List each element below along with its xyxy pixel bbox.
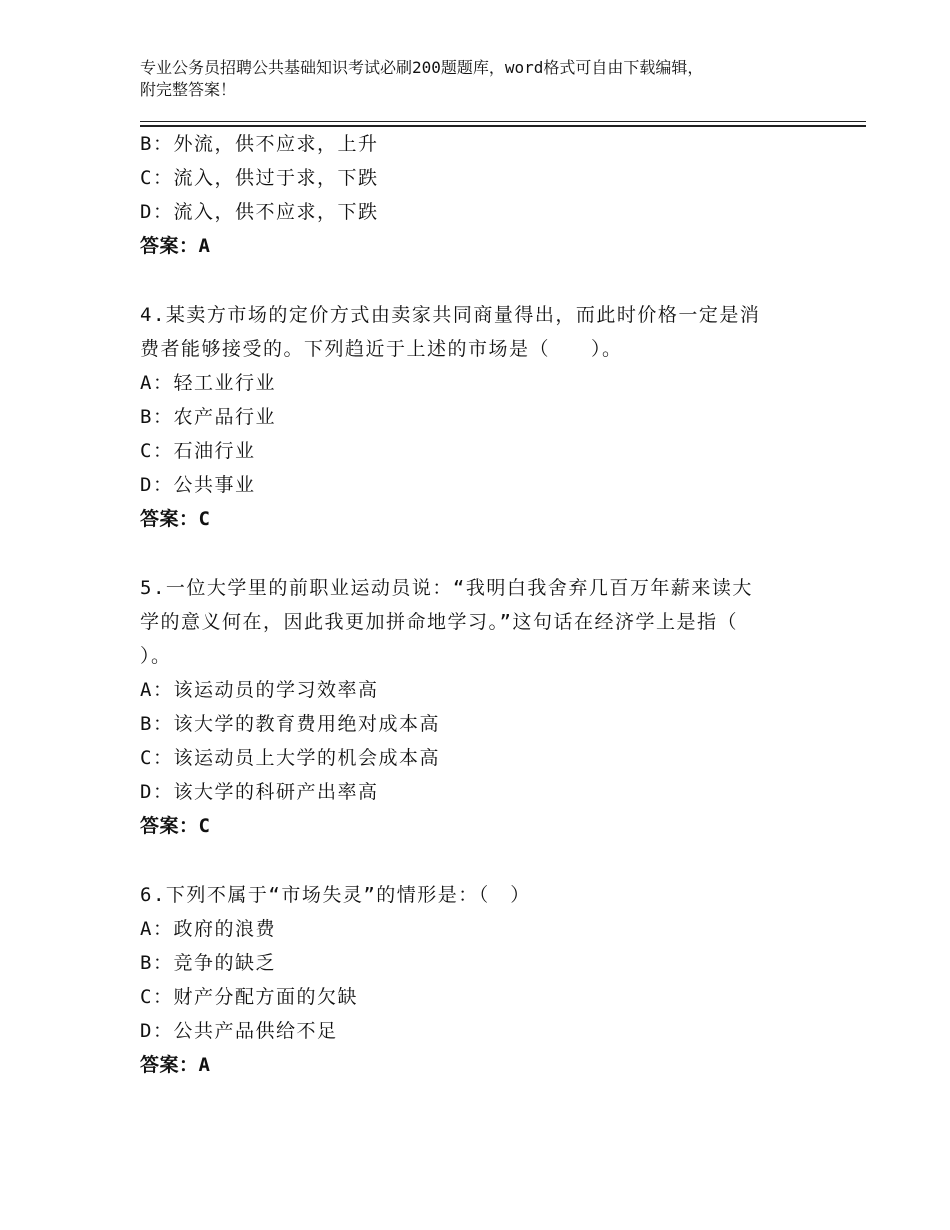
q5-option-d: D：该大学的科研产出率高 — [140, 781, 379, 803]
header-line-2: 附完整答案！ — [140, 80, 237, 99]
q5-stem-line-1: 5.一位大学里的前职业运动员说：“我明白我舍弃几百万年薪来读大 — [140, 577, 753, 599]
q3-answer: 答案：A — [140, 235, 211, 257]
q3-option-c: C：流入，供过于求，下跌 — [140, 167, 379, 189]
q5-stem-line-3: ）。 — [140, 645, 172, 667]
q3-option-b: B：外流，供不应求，上升 — [140, 133, 379, 155]
document-header — [140, 57, 820, 101]
q5-option-b: B：该大学的教育费用绝对成本高 — [140, 713, 440, 735]
q4-stem-line-2: 费者能够接受的。下列趋近于上述的市场是（ ）。 — [140, 338, 623, 360]
q5-option-a: A：该运动员的学习效率高 — [140, 679, 379, 701]
q6-option-d: D：公共产品供给不足 — [140, 1020, 338, 1042]
q5-answer: 答案：C — [140, 815, 211, 837]
q5-stem-line-2: 学的意义何在，因此我更加拼命地学习。”这句话在经济学上是指（ — [140, 611, 738, 633]
q6-option-c: C：财产分配方面的欠缺 — [140, 986, 358, 1008]
q4-option-c: C：石油行业 — [140, 440, 256, 462]
q4-option-a: A：轻工业行业 — [140, 372, 276, 394]
header-divider-thin — [140, 121, 866, 122]
header-line-1: 专业公务员招聘公共基础知识考试必刷200题题库，word格式可自由下载编辑， — [140, 58, 704, 77]
q4-answer: 答案：C — [140, 508, 211, 530]
q6-stem-line-1: 6.下列不属于“市场失灵”的情形是：（ ） — [140, 884, 531, 906]
q6-option-a: A：政府的浪费 — [140, 918, 276, 940]
q4-option-d: D：公共事业 — [140, 474, 256, 496]
q6-option-b: B：竞争的缺乏 — [140, 952, 276, 974]
q5-option-c: C：该运动员上大学的机会成本高 — [140, 747, 440, 769]
header-divider-thick — [140, 125, 866, 127]
q6-answer: 答案：A — [140, 1054, 211, 1076]
q3-option-d: D：流入，供不应求，下跌 — [140, 201, 379, 223]
q4-stem-line-1: 4.某卖方市场的定价方式由卖家共同商量得出，而此时价格一定是消 — [140, 304, 761, 326]
q4-option-b: B：农产品行业 — [140, 406, 276, 428]
